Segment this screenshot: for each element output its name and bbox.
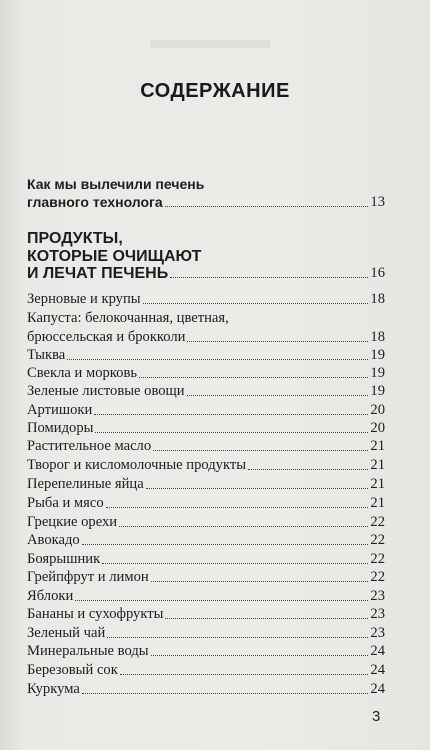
- entry-label: Творог и кисломолочные продукты: [27, 457, 247, 473]
- entry-label: Помидоры: [27, 420, 94, 436]
- entry-page: 19: [370, 383, 385, 399]
- header-bleed: [150, 40, 270, 48]
- leader-dots: [82, 692, 369, 694]
- page-number: 3: [372, 708, 381, 725]
- toc-entry: [27, 643, 385, 660]
- entry-page: 21: [370, 457, 385, 473]
- entry-label: Боярышник: [27, 551, 101, 567]
- leader-dots: [95, 431, 368, 433]
- entry-label: Растительное масло: [27, 438, 152, 454]
- entry-label: Минеральные воды: [27, 643, 149, 659]
- entry-label: Грецкие орехи: [27, 514, 118, 530]
- intro-entry: [27, 194, 385, 211]
- section-line-3: И ЛЕЧАТ ПЕЧЕНЬ: [27, 265, 169, 282]
- leader-dots: [146, 487, 369, 489]
- toc-entry: [27, 438, 385, 455]
- leader-dots: [165, 205, 369, 207]
- leader-dots: [119, 525, 368, 527]
- entry-page: 24: [370, 662, 385, 678]
- toc-entry: [27, 495, 385, 512]
- entry-label: Тыква: [27, 347, 66, 363]
- toc-entry: [27, 514, 385, 531]
- entry-label: Рыба и мясо: [27, 495, 104, 511]
- entry-page: 18: [370, 329, 385, 345]
- entry-page: 23: [370, 625, 385, 641]
- leader-dots: [187, 394, 369, 396]
- toc-entry: [27, 383, 385, 400]
- entry-label: Авокадо: [27, 532, 80, 548]
- leader-dots: [153, 449, 368, 451]
- entry-label: брюссельская и брокколи: [27, 329, 186, 345]
- leader-dots: [165, 617, 368, 619]
- entry-page: 21: [370, 438, 385, 454]
- leader-dots: [102, 562, 368, 564]
- leader-dots: [187, 340, 368, 342]
- entry-label: Зеленый чай: [27, 625, 106, 641]
- leader-dots: [120, 673, 369, 675]
- leader-dots: [94, 413, 368, 415]
- entry-page: 21: [370, 495, 385, 511]
- entry-label: Зерновые и крупы: [27, 291, 141, 307]
- entry-label: Зеленые листовые овощи: [27, 383, 185, 399]
- intro-page: 13: [370, 194, 385, 210]
- entry-label: Бананы и сухофрукты: [27, 606, 164, 622]
- entry-page: 19: [370, 347, 385, 363]
- entry-label: Перепелиные яйца: [27, 476, 144, 492]
- entry-label: Куркума: [27, 681, 80, 697]
- toc-entry: [27, 662, 385, 679]
- entry-page: 23: [370, 588, 385, 604]
- leader-dots: [170, 276, 368, 278]
- leader-dots: [143, 302, 369, 304]
- entry-page: 22: [370, 569, 385, 585]
- entry-page: 21: [370, 476, 385, 492]
- entry-page: 24: [370, 681, 385, 697]
- toc-entry: [27, 588, 385, 605]
- section-page: 16: [370, 265, 385, 281]
- entry-page: 20: [370, 420, 385, 436]
- toc-entry: [27, 329, 385, 346]
- page-title: СОДЕРЖАНИЕ: [140, 80, 290, 102]
- toc-entry: [27, 402, 385, 419]
- leader-dots: [106, 506, 369, 508]
- leader-dots: [75, 599, 368, 601]
- section-line-1: ПРОДУКТЫ,: [27, 230, 123, 247]
- entry-page: 18: [370, 291, 385, 307]
- intro-line-2: главного технолога: [27, 194, 163, 210]
- intro-line-1: Как мы вылечили печень: [27, 176, 205, 192]
- leader-dots: [107, 636, 368, 638]
- toc-entry: [27, 476, 385, 493]
- toc-entry: [27, 551, 385, 568]
- toc-entry: [27, 532, 385, 549]
- leader-dots: [82, 543, 369, 545]
- entry-label: Яблоки: [27, 588, 74, 604]
- toc-entry: [27, 569, 385, 586]
- toc-entry: [27, 420, 385, 437]
- entry-page: 24: [370, 643, 385, 659]
- entry-page: 19: [370, 365, 385, 381]
- toc-entry: [27, 625, 385, 642]
- leader-dots: [248, 468, 368, 470]
- toc-entry: [27, 681, 385, 698]
- toc-entry-line: Капуста: белокочанная, цветная,: [27, 310, 229, 326]
- toc-entry: [27, 291, 385, 308]
- leader-dots: [151, 580, 369, 582]
- leader-dots: [151, 654, 369, 656]
- toc-entry: [27, 347, 385, 364]
- toc-entry: [27, 365, 385, 382]
- entry-page: 23: [370, 606, 385, 622]
- entry-label: Свекла и морковь: [27, 365, 137, 381]
- entry-page: 22: [370, 551, 385, 567]
- toc-entry: [27, 606, 385, 623]
- entry-page: 22: [370, 532, 385, 548]
- entry-label: Березовый сок: [27, 662, 118, 678]
- leader-dots: [67, 358, 368, 360]
- entry-page: 20: [370, 402, 385, 418]
- leader-dots: [139, 376, 368, 378]
- section-entry: [27, 265, 385, 282]
- entry-label: Артишоки: [27, 402, 93, 418]
- entry-page: 22: [370, 514, 385, 530]
- toc-entry: [27, 457, 385, 474]
- section-line-2: КОТОРЫЕ ОЧИЩАЮТ: [27, 248, 202, 265]
- entry-label: Грейпфрут и лимон: [27, 569, 149, 585]
